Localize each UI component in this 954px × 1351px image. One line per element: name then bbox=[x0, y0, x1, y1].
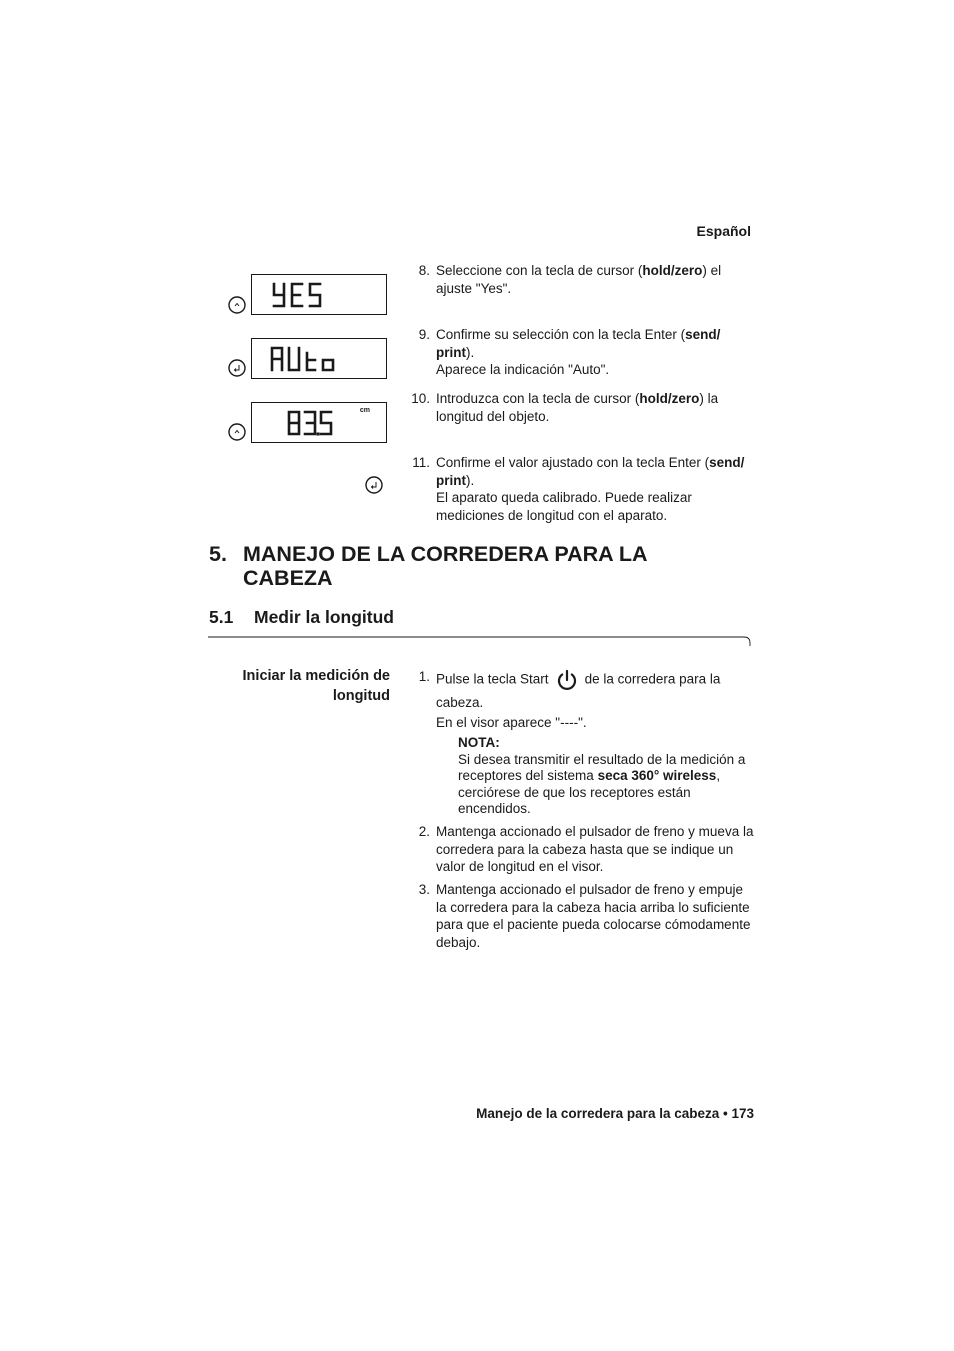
step-text: Mantenga accionado el pulsador de freno y mueva la corredera para la cabeza hasta que se indique un valor de longitud en el visor. bbox=[436, 824, 754, 874]
page-footer: Manejo de la corredera para la cabeza • 173 bbox=[476, 1106, 754, 1121]
section-title-text: MANEJO DE LA CORREDERA PARA LA CABEZA bbox=[243, 542, 647, 590]
step-2 bbox=[410, 823, 755, 876]
lcd-segments-yes bbox=[252, 275, 388, 316]
note-text: Si desea transmitir el resultado de la medición a receptores del sistema seca 360° wireless, cerciórese de que los receptores están encendidos. bbox=[458, 751, 746, 816]
step-number: 2. bbox=[418, 824, 430, 839]
step-9 bbox=[410, 326, 755, 379]
lcd-display-length bbox=[251, 402, 387, 443]
language-label: Español bbox=[696, 223, 751, 239]
step-number: 8. bbox=[418, 263, 430, 278]
step-1 bbox=[410, 668, 755, 732]
enter-key-icon bbox=[365, 476, 383, 494]
lcd-display-auto bbox=[251, 338, 387, 379]
step-text: Pulse la tecla Start de la corredera para la cabeza. bbox=[436, 668, 736, 714]
step-3 bbox=[410, 881, 755, 951]
subsection-title bbox=[209, 607, 394, 628]
step-extra: En el visor aparece "----". bbox=[436, 715, 587, 730]
lcd-segments-auto bbox=[252, 339, 388, 380]
step-text: Confirme su selección con la tecla Enter (send/ print). bbox=[436, 327, 721, 360]
subsection-title-text: Medir la longitud bbox=[254, 607, 394, 627]
step-10 bbox=[410, 390, 755, 425]
step-number: 1. bbox=[418, 669, 430, 684]
step-text: Mantenga accionado el pulsador de freno y empuje la corredera para la cabeza hacia arriba lo suficiente para que el paciente pueda colocarse cómodamente debajo. bbox=[436, 882, 751, 950]
section-number: 5. bbox=[209, 542, 227, 566]
step-extra: Aparece la indicación "Auto". bbox=[436, 362, 610, 377]
lcd-display-yes bbox=[251, 274, 387, 315]
step-8 bbox=[410, 262, 755, 297]
power-icon bbox=[555, 668, 579, 692]
step-11 bbox=[410, 454, 755, 524]
section-rule bbox=[208, 636, 752, 650]
step-text: Confirme el valor ajustado con la tecla Enter (send/ print). bbox=[436, 455, 745, 488]
step-number: 9. bbox=[418, 327, 430, 342]
step-extra: El aparato queda calibrado. Puede realizar mediciones de longitud con el aparato. bbox=[436, 490, 692, 523]
cursor-key-icon bbox=[228, 296, 246, 314]
subsection-number: 5.1 bbox=[209, 607, 234, 627]
step-number: 10. bbox=[411, 391, 430, 406]
note-heading: NOTA: bbox=[458, 735, 500, 750]
step-number: 3. bbox=[418, 882, 430, 897]
note-box bbox=[458, 735, 758, 818]
cursor-key-icon bbox=[228, 423, 246, 441]
lcd-unit: cm bbox=[359, 407, 370, 414]
side-heading: Iniciar la medición de longitud bbox=[242, 668, 390, 704]
section-title bbox=[209, 542, 769, 590]
step-number: 11. bbox=[412, 455, 430, 470]
step-text: Seleccione con la tecla de cursor (hold/zero) el ajuste "Yes". bbox=[436, 263, 722, 296]
step-text: Introduzca con la tecla de cursor (hold/zero) la longitud del objeto. bbox=[436, 391, 719, 424]
enter-key-icon bbox=[228, 359, 246, 377]
